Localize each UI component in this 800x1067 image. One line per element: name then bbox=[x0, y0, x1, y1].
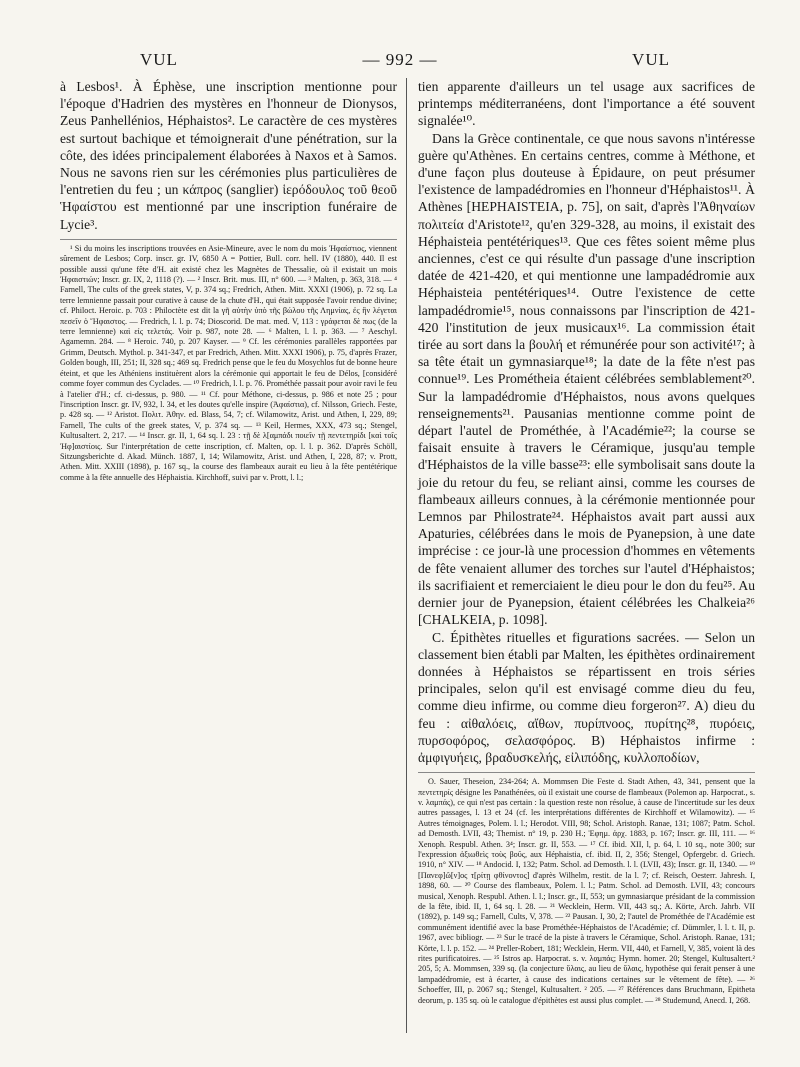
left-column bbox=[60, 78, 397, 483]
footnote-block: ¹ Si du moins les inscriptions trouvées en Asie-Mineure, avec le nom du mois Ἡφαίστιος, viennent sûrement de Lesbos; Corp. inscr. gr. IV, 6850 A = Pottier, Bull. corr. hell. IV (1880), 440. Il est possible aussi qu'une fête d'H. ait existé chez les Magnètes de Thessalie, où il existait un mois Ἡφαιστιών; Inscr. gr. IX, 2, 1118 (?). — ² Inscr. Brit. mus. III, n° 600. — ³ Malten, p. 363, 318. — ⁴ Farnell, The cults of the greek states, V, p. 374 sq.; Fredrich, Athen. Mitt. XXXI (1906), p. 72 sq. La terre lemnienne passait pour curative à cause de la chute d'H., qui était supposée l'avoir rendue divine; cf. Philoct. Heroic. p. 703 : Philoctète est dit la γῆ αὐτὴν ὑπὸ τῆς βώλου τῆς Λημνίας, ἐς ἣν λέγεται πεσεῖν ὁ Ἥφαιστος. — Fredrich, l. l. p. 74; Dioscorid. De mat. med. V, 113 : γράφεται δὲ πως (de la terre lemnienne) καὶ εἰς τελετάς. Voir p. 987, note 28. — ⁶ Malten, l. l. p. 363. — ⁷ Aeschyl. Agamemn. 284. — ⁸ Heroic. 740, p. 207 Kayser. — ⁹ Cf. les cérémonies parallèles rapportées par Grimm, Deutsch. Mythol. p. 341-347, et par Fredrich, Athen. Mitt. XXXI 1906), p. 75, d'après Frazer, Golden bough, III, 251; II, 328 sq.; 469 sq. Fredrich pense que le feu du Mosychlos fut de bonne heure éteint, et que les Athéniens instituèrent alors la cérémonie qui apportait le feu de Délos, [considéré comme foyer commun des Cyclades. — ¹⁰ Fredrich, l. l. p. 76. Prométhée passait pour avoir ravi le feu à l'atelier d'H.; cf. ci-dessus, p. 980. — ¹¹ Cf. pour Méthone, ci-dessus, p. 986 et note 25 ; pour l'inscription Inscr. gr. IV, 932, l. 34, et les doutes qu'elle inspire (Ἀφαίστια), cf. Nilsson, Griech. Feste, p. 428 sq. — ¹² Aristot. Πολιτ. Ἀθην. ed. Blass, 54, 7; cf. Wilamowitz, Arist. und Athen, I, 229, 89; Farnell, The cults of the greek states, V, p. 374 sq. — ¹³ Keil, Hermes, XXX, 473 sq.; Stengel, Kultusaltert. 2, 217. — ¹⁴ Inscr. gr. II, 1, 64 sq. l. 23 : τῇ δὲ λ[αμπάδι ποιεῖν τῇ πεντετηρίδι [καὶ τοῖς Ἡφ]αιστίοις. Sur l'interprétation de cette inscription, cf. Malten, op. l. l. p. 362. D'après Schöll, Sitzungsberichte d. Akad. Münch. 1887, I, 14; Wilamowitz, Arist. und Athen, I, 228, 87; v. Prott, Athen. Mitt. XXIII (1898), p. 167 sq., la course des flambeaux aurait eu lieu à la fête pentétérique comme à la fête annuelle des Héphaistia. Kirchhoff, suivi par v. Prott, l. l.; bbox=[60, 243, 397, 482]
left-footnotes bbox=[60, 239, 397, 483]
footnote-block: O. Sauer, Theseion, 234-264; A. Mommsen Die Feste d. Stadt Athen, 43, 341, pensent que la πεντετηρίς désigne les Panathénées, où il existait une course de flambeaux (Polemon ap. Harpocrat., s. v. λαμπάς), ce qui n'est pas certain : la question reste non résolue, à cause de l'incertitude sur les deux autres passages, l. 13 et 24 (cf. les interprétations différentes de Kirchhoff et Wilamowitz). — ¹⁵ Autres témoignages, Polem. l. l.; Herodot. VIII, 98; Schol. Aristoph. Ranae, 131; 1087; Patm. Schol. ad Demosth. LVII, 43; Themist. n° 19, p. 230 H.; Ἐφημ. ἀρχ. 1883, p. 167; Inscr. gr. III, 111. — ¹⁶ Xenoph. Respubl. Athen. 3⁴; Inscr. gr. II, 553. — ¹⁷ Cf. ibid. XII, l, p. 64, l. 10 sq., note 300; sur l'expression ἀξιωθεὶς τοὺς βοῦς, aux Héphaistia, cf. ibid. II, 2, 356; Stengel, Opfergebr. d. Griech. 1910, n° XIV. — ¹⁸ Andocid. I, 132; Patm. Schol. ad Demosth. l. l. (LVII, 43); Inscr. gr. II, 1340. — ¹⁹ [Πανεφ]ῶ[ν]ος τ[ρίτῃ φθίνοντος] d'après Wilhelm, restit. de la l. 7; cf. Reisch, Oesterr. Jahresh. I, 1898, 60. — ²⁰ Course des flambeaux, Polem. l. l.; Patm. Schol. ad Demosth. LVII, 43; concours musical, Xenoph. Respubl. Athen. l. l.; Inscr. gr., II, 553; un gymnasiarque présidant de la commission de la fête, ibid. II, 1, 64 sq. l. 28. — ²¹ Wecklein, Herm. VII, 443 sq.; A. Körte, Arch. Jahrb. VII (1892), p. 149 sq.; Farnell, Cults, V, 378. — ²² Pausan. I, 30, 2; l'autel de Prométhée de l'Académie est communément identifié avec la base Prométhée-Héphaistos de l'Académie; cf. Dümmler, l. l. t. II, p. 1967, avec bibliogr. — ²³ Sur le tracé de la piste à travers le Céramique, Schol. Aristoph. Ranae, 131; Körte, l. l. p. 152. — ²⁴ Preller-Robert, 181; Wecklein, Herm. VII, 440, et Farnell, V, 385, voient là des rites purificatoires. — ²⁵ Istros ap. Harpocrat. s. v. λαμπάς; Hymn. homer. 20; Stengel, Kultusaltert.² 205, 5; A. Mommsen, 339 sq. (la conjecture ὕλαις, au lieu de ὕλαις, hypothèse qui ferait penser à une lampadédromie, est à écarter, à cause des indications certaines sur le vêtement de fête). — ²⁶ Schoeffer, III, p. 2067 sq.; Stengel, Kultusaltert. ² 205. — ²⁷ Références dans Bruchmann, Epitheta deorum, p. 135 sq. où le catalogue d'épithètes est aussi plus complet. — ²⁸ Studemund, Anecd. I, 268. bbox=[418, 777, 755, 1005]
left-paragraph-1: à Lesbos¹. À Éphèse, une inscription mentionne pour l'époque d'Hadrien des mystères en l'honneur de Dionysos, Zeus Panhellénios, Héphaistos². Le caractère de ces mystères est surtout bachique et témoignerait d'une pénétration, sur la côte, des idées principalement élaborées à Naxos et à Samos. Nous ne savons rien sur les cérémonies plus particulières de l'entretien du feu ; un κάπρος (sanglier) ἱερόδουλος τοῦ θεοῦ Ἡφαίστου est mentionné par une inscription funéraire de Lycie³. bbox=[60, 79, 397, 232]
page-header bbox=[40, 50, 760, 72]
right-paragraph-1: tien apparente d'ailleurs un tel usage aux sacrifices de printemps méditerranéens, dont l'importance a été souvent signalée¹⁰. bbox=[418, 79, 755, 129]
right-footnotes bbox=[418, 772, 755, 1006]
right-paragraph-2: Dans la Grèce continentale, ce que nous savons n'intéresse guère qu'Athènes. En certains centres, comme à Méthone, et d'une façon plus douteuse à Épidaure, on peut présumer l'existence de lampadédromies en l'honneur d'Héphaistos¹¹. À Athènes [HEPHAISTEIA, p. 75], on sait, d'après l'Ἀθηναίων πολιτεία d'Aristote¹², qu'en 329-328, au moins, il existait des Héphaisteia pentétériques¹³. Que ces fêtes soient même plus anciennes, c'est ce qui résulte d'un passage d'une inscription datée de 421-420, et qui mentionne une lampadédromie aux Héphaisteia pentétériques¹⁴. Outre l'existence de cette lampadédromie¹⁵, nous connaissons par l'inscription de 421-420 l'institution de jeux musicaux¹⁶. La commission était tirée au sort dans la βουλή et rémunérée pour son activité¹⁷; à sa tête était un gymnasiarque¹⁸; la date de la fête n'est pas connue¹⁹. Les Prométheia étaient célébrées semblablement²⁰. Sur la lampadédromie d'Héphaistos, nous avons quelques renseignements²¹. Pausanias mentionne comme point de départ l'autel de Prométhée, à l'Académie²²; la course se faisait ensuite à travers le Céramique, jusqu'au temple d'Héphaistos de la ville basse²³: elle symbolisait sans doute la joie du retour du feu, se reliant ainsi, comme les courses de flambeaux ailleurs connues, à la cérémonie mentionnée pour Lemnos par Philostrate²⁴. Héphaistos avait part aussi aux Apaturies, célébrées dans le mois de Pyanepsion, à une date imprécise : ce jour-là une procession d'hommes en vêtements de fête venaient allumer des torches sur l'autel d'Héphaistos; ils sacrifiaient et remerciaient le dieu pour le don du feu²⁵. Au dernier jour de Pyanepsion, étaient célébrées les Chalkeia²⁶ [CHALKEIA, p. 1098]. bbox=[418, 130, 755, 628]
right-paragraph-3: C. Épithètes rituelles et figurations sacrées. — Selon un classement bien établi par Malten, les épithètes ordinairement données à Héphaistos se répartissent en trois séries principales, selon qu'il est envisagé comme dieu du feu, comme dieu infirme, ou comme dieu forgeron²⁷. A) dieu du feu : αἰθαλόεις, αἴθων, πυρίπνοος, πυρίτης²⁸, πυρόεις, πυρσοφόρος, σελασφόρος. B) Héphaistos infirme : ἀμφιγυήεις, βραδυσκελής, εἰλιπόδης, κυλλοποδίων, bbox=[418, 629, 755, 765]
right-column bbox=[418, 78, 755, 1006]
page-number: — 992 — bbox=[362, 50, 438, 69]
running-head-right: VUL bbox=[632, 50, 670, 69]
running-head-left: VUL bbox=[140, 50, 178, 69]
column-divider bbox=[406, 78, 407, 1033]
